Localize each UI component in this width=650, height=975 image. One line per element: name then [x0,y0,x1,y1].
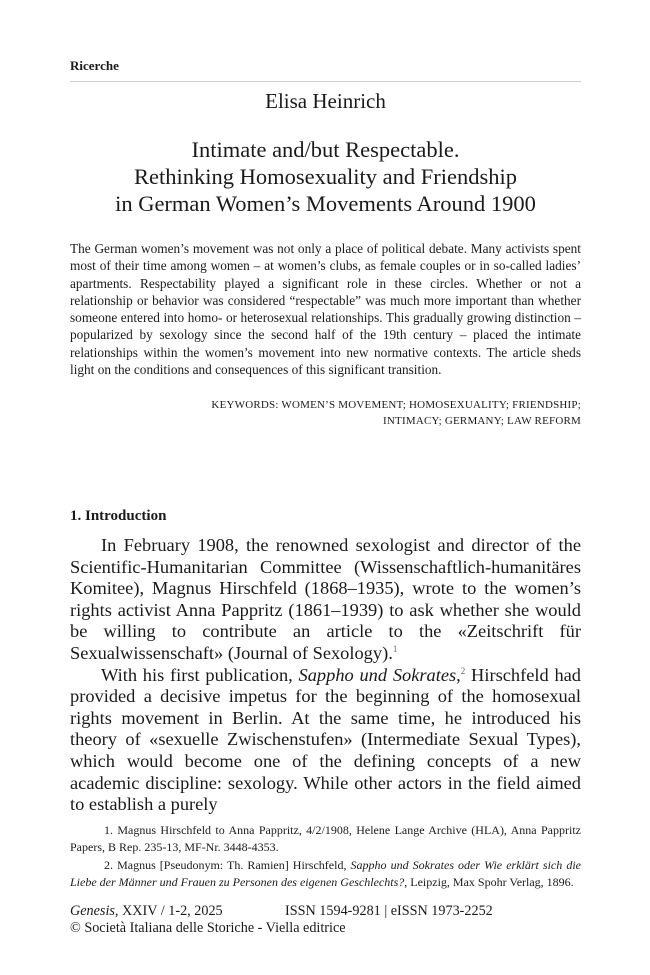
footnote [70,857,581,892]
keywords [70,397,581,429]
keywords-label: KEYWORDS: [211,399,279,411]
page-footer [70,903,590,937]
journal-citation [70,903,285,920]
paragraph [70,535,581,665]
running-head: Ricerche [70,58,581,82]
paragraph-text: Hirschfeld had provided a decisive impetus for the beginning of the homosexual rights movement in Berlin. At the same time, he introduced his theory of «sexuelle Zwischenstufen» (Intermediate Sexual Types), which would become one of the defining concepts of a new academic discipline: sexology. While other actors in the field aimed to establish a purely [70,664,581,815]
footnote-text: , Leipzig, Max Spohr Verlag, 1896. [404,875,574,890]
issn: ISSN 1594-9281 | eISSN 1973-2252 [285,903,493,919]
footnotes [70,822,581,892]
book-title: Sappho und Sokrates [298,664,457,685]
paragraph-text: With his first publication, [101,664,299,685]
footnote-book-title: Sappho und Sokrates oder Wie erklärt sich die Liebe der Männer und Frauen zu Personen des eigenen Geschlechts? [70,857,581,890]
footnote: 1. Magnus Hirschfeld to Anna Pappritz, 4/2/1908, Helene Lange Archive (HLA), Anna Pappritz Papers, B Rep. 235-13, MF-Nr. 3448-4353. [70,823,581,855]
title-line: in German Women’s Movements Around 1900 [115,191,536,216]
footer-line [70,903,590,920]
section-heading: 1. Introduction [70,508,167,524]
keywords-line [70,397,581,413]
keywords-list: WOMEN’S MOVEMENT; HOMOSEXUALITY; FRIENDSHIP; [281,399,581,411]
journal-volume: , XXIV / 1-2, 2025 [114,903,223,919]
title-line: Intimate and/but Respectable. [191,137,460,162]
keywords-line: INTIMACY; GERMANY; LAW REFORM [383,415,581,427]
footnote-text: 2. Magnus [Pseudonym: Th. Ramien] Hirschfeld, [104,857,351,872]
body-text [70,535,581,816]
article-title [70,136,581,217]
abstract: The German women’s movement was not only a place of political debate. Many activists spent most of their time among women – at women’s clubs, as female couples or in so-called ladies’ apartments. Respectability played a significant role in these circles. Whether or not a relationship or behavior was considered “respectable” was much more important than whether someone entered into homo- or heterosexual relationships. This gradually growing distinction – popularized by sexology since the second half of the 19th century – placed the intimate relationships within the women’s movement into new normative contexts. The article sheds light on the conditions and consequences of this significant transition. [70,241,581,378]
copyright: © Società Italiana delle Storiche - Viella editrice [70,920,346,936]
paragraph: With his first publication, Sappho und Sokrates,$^2$ Hirschfeld had provided a decisive impetus for the beginning of the homosexual rights movement in Berlin. At the same time, he introduced his theory of «sexuelle Zwischenstufen» (Intermediate Sexual Types), which would become one of the defining concepts of a new academic discipline: sexology. While other actors in the field aimed to establish a purely [70,664,581,815]
footnote-ref[interactable]: 1 [392,643,398,654]
paragraph-text: In February 1908, the renowned sexologist and director of the Scientific-Humanitarian Committee (Wissenschaftlich-humanitäres Komitee), Magnus Hirschfeld (1868–1935), wrote to the women’s rights activist Anna Pappritz (1861–1939) to ask whether she would be willing to contribute an article to the «Zeitschrift für Sexualwissenschaft» (Journal of Sexology). [70,535,581,663]
author-name: Elisa Heinrich [265,89,386,113]
footnote-ref[interactable]: 2 [460,665,466,676]
journal-name: Genesis [70,903,115,919]
title-line: Rethinking Homosexuality and Friendship [133,164,518,189]
